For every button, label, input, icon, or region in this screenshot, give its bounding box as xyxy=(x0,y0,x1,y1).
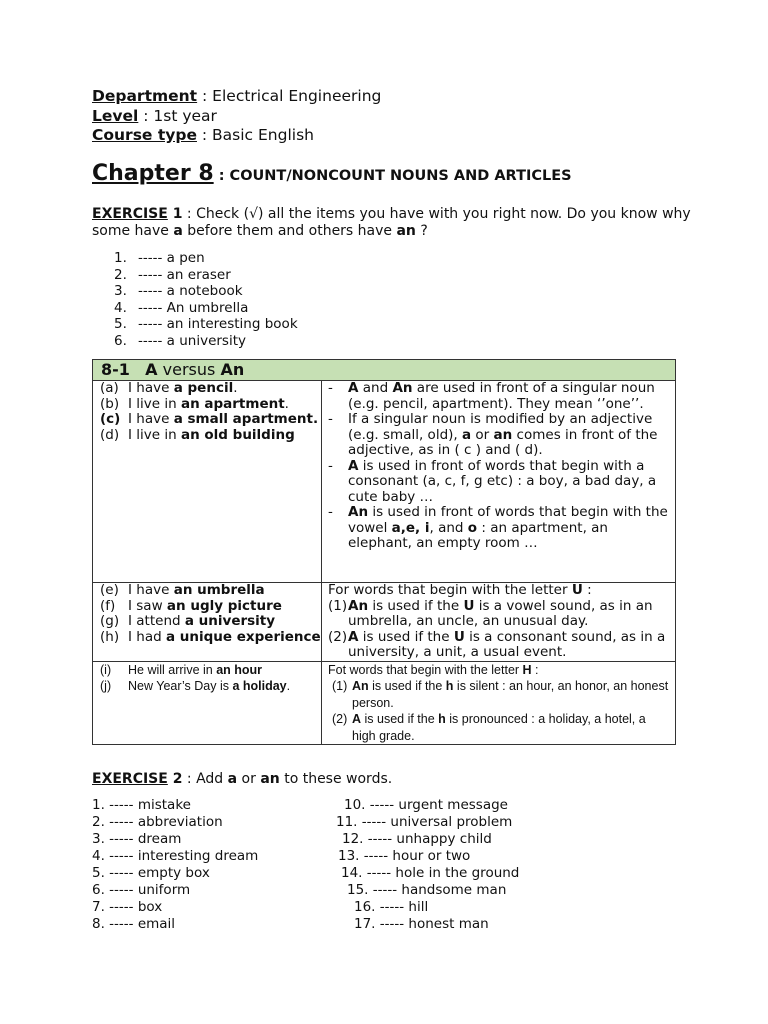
example-label: (e) xyxy=(100,582,119,598)
example-post: . xyxy=(233,380,238,396)
exercise-2-text-c: to these words. xyxy=(279,771,393,787)
rule-text: : xyxy=(531,662,539,677)
rule-bold: h xyxy=(438,712,446,726)
rule-h-intro xyxy=(322,662,675,679)
chapter-heading xyxy=(92,161,572,186)
example-label: (i) xyxy=(100,662,112,677)
row-2-examples xyxy=(93,583,322,662)
rule-text: is used in front of words that begin with a consonant (a, c, f, g etc) : a boy, a bad day, a cute baby … xyxy=(348,457,657,505)
list-item: 2. ----- abbreviation xyxy=(92,814,223,830)
example-label: (f) xyxy=(100,597,116,614)
exercise-1-text-a: : Check (√) all the items you have with you right now. Do you know why some have xyxy=(92,206,691,239)
rule-bold: U xyxy=(453,628,465,645)
department-line xyxy=(92,86,381,106)
grammar-table-8-1 xyxy=(92,359,676,745)
rule-u-2 xyxy=(322,630,675,661)
list-item: 12. ----- unhappy child xyxy=(342,831,492,847)
rule-4: - An is used in front of words that begin with the vowel a,e, i, and o : an apartment, an elephant, an empty room … xyxy=(328,504,668,551)
list-item: 16. ----- hill xyxy=(354,899,429,915)
list-item: 13. ----- hour or two xyxy=(338,848,471,864)
list-item: 8. ----- email xyxy=(92,916,176,932)
exercise-1-text-b: before them and others have xyxy=(182,223,397,239)
rule-text: is used in front of words that begin with the vowel xyxy=(348,504,668,536)
example-bold: a pencil xyxy=(173,380,234,396)
table-header xyxy=(93,360,676,381)
item-number: 4. xyxy=(114,299,127,316)
example-text: I attend xyxy=(128,613,185,629)
rule-text: , and xyxy=(429,519,468,536)
example-e xyxy=(93,583,321,599)
item-text: ----- an eraser xyxy=(138,266,231,283)
header-an: An xyxy=(220,360,245,379)
rule-text: : xyxy=(582,582,592,598)
rule-label: (2) xyxy=(332,712,348,726)
rule-bold: U xyxy=(463,597,475,614)
rule-text: For words that begin with the letter xyxy=(328,582,572,598)
example-bold: a unique experience xyxy=(165,628,321,645)
list-item: 17. ----- honest man xyxy=(354,916,489,932)
list-item xyxy=(114,283,298,300)
example-j xyxy=(93,678,321,695)
example-label: (b) xyxy=(100,395,120,412)
exercise-2-label: EXERCISE xyxy=(92,771,168,787)
example-label: (a) xyxy=(100,380,119,396)
rule-bold: H xyxy=(522,662,532,677)
example-label: (c) xyxy=(100,411,121,427)
exercise-1-instructions xyxy=(92,206,692,240)
rule-text: is a consonant sound, as in a university, a unit, a usual event. xyxy=(348,628,666,660)
item-number: 2. xyxy=(114,266,127,283)
item-text: ----- a notebook xyxy=(138,283,243,299)
example-bold: an umbrella xyxy=(173,582,265,598)
exercise-2-text-a: : Add xyxy=(182,771,228,787)
list-item xyxy=(114,300,298,317)
exercise-2-instructions xyxy=(92,771,692,788)
example-text: I had xyxy=(128,628,166,645)
example-text: I have xyxy=(128,582,174,598)
section-number: 8-1 xyxy=(101,360,130,379)
example-label: (d) xyxy=(100,426,120,443)
exercise-2-right-list xyxy=(336,797,519,933)
exercise-1-an-word: an xyxy=(396,223,416,239)
chapter-subtitle: : COUNT/NONCOUNT NOUNS AND ARTICLES xyxy=(213,168,572,184)
rule-text: is silent : an hour, an honor, an honest person. xyxy=(352,679,669,710)
item-number: 6. xyxy=(114,332,127,349)
list-item xyxy=(114,267,298,284)
rule-3: - A is used in front of words that begin with a consonant (a, c, f, g etc) : a boy, a bad day, a cute baby … xyxy=(328,457,657,505)
header-versus: versus xyxy=(157,360,221,379)
example-f xyxy=(93,599,321,615)
header-a: A xyxy=(145,360,158,379)
rule-text: is used if the xyxy=(358,628,454,645)
item-number: 5. xyxy=(114,316,127,332)
rule-text: Fot words that begin with the letter xyxy=(328,662,523,677)
rule-bold: o xyxy=(467,519,478,536)
example-bold: an hour xyxy=(216,662,263,677)
example-text: I have xyxy=(128,380,174,396)
list-item xyxy=(114,316,298,333)
rule-text: is used if the xyxy=(368,597,464,614)
rule-text: or xyxy=(471,426,494,443)
example-bold: a holiday xyxy=(232,679,287,693)
exercise-2-number: 2 xyxy=(167,771,183,787)
item-number: 1. xyxy=(114,250,127,266)
level-label: Level xyxy=(92,107,139,125)
rule-h-2 xyxy=(322,711,675,744)
exercise-2-a-word: a xyxy=(227,771,238,787)
list-item xyxy=(114,250,298,267)
rule-bold: h xyxy=(445,679,454,693)
exercise-1-text-c: ? xyxy=(415,223,428,239)
example-bold: an old building xyxy=(180,426,295,443)
example-text: I saw xyxy=(128,597,167,614)
rule-u-intro xyxy=(322,583,675,599)
row-2-rules xyxy=(322,583,676,662)
course-type-value: : Basic English xyxy=(196,126,314,144)
item-text: ----- an interesting book xyxy=(138,316,298,332)
example-bold: a small apartment. xyxy=(173,411,319,427)
level-value: : 1st year xyxy=(138,107,217,125)
example-b xyxy=(93,397,321,413)
list-item: 4. ----- interesting dream xyxy=(92,848,259,864)
list-item: 14. ----- hole in the ground xyxy=(341,865,520,881)
rule-bold: A xyxy=(348,380,359,396)
item-text: ----- a pen xyxy=(138,250,205,266)
example-label: (g) xyxy=(100,613,120,629)
rule-u-1 xyxy=(322,599,675,630)
rule-bold: A xyxy=(348,628,359,645)
department-label: Department xyxy=(92,87,198,105)
item-number: 3. xyxy=(114,283,127,299)
rule-h-1 xyxy=(322,678,675,711)
example-label: (h) xyxy=(100,628,120,645)
list-item: 5. ----- empty box xyxy=(92,865,210,881)
list-item xyxy=(114,333,298,350)
list-item: 1. ----- mistake xyxy=(92,797,191,813)
course-type-label: Course type xyxy=(92,126,197,144)
rule-bold: an xyxy=(493,426,513,443)
rule-bold: A xyxy=(352,712,362,726)
rule-bold: An xyxy=(348,504,369,520)
department-value: : Electrical Engineering xyxy=(197,87,382,105)
item-text: ----- a university xyxy=(138,332,246,349)
list-item: 3. ----- dream xyxy=(92,831,182,847)
rule-text: is used if the xyxy=(361,712,439,726)
example-text: New Year’s Day is xyxy=(128,679,233,693)
exercise-2-left-list xyxy=(92,797,258,933)
rule-text: is pronounced : a holiday, a hotel, a high grade. xyxy=(352,712,646,743)
row-3-rules xyxy=(322,661,676,745)
rule-bold: U xyxy=(571,582,583,598)
list-item: 6. ----- uniform xyxy=(92,882,191,898)
example-post: . xyxy=(284,395,289,412)
example-post: . xyxy=(286,679,291,693)
rule-text: : an apartment, an elephant, an empty room … xyxy=(348,519,608,551)
row-3-examples xyxy=(93,661,322,745)
example-text: I live in xyxy=(128,426,181,443)
exercise-2-an-word: an xyxy=(260,771,280,787)
rule-2: - If a singular noun is modified by an adjective (e.g. small, old), a or an comes in front of the adjective, as in ( c ) and ( d). xyxy=(328,411,658,458)
rule-1: - A and An are used in front of a singular noun (e.g. pencil, apartment). They mean ‘’one’’. xyxy=(328,380,655,412)
chapter-title: Chapter 8 xyxy=(92,161,214,186)
rule-bold: a xyxy=(462,426,472,443)
rule-bold: a,e, i xyxy=(391,519,430,536)
rule-label: (1) xyxy=(332,679,348,693)
example-label: (j) xyxy=(100,679,112,693)
list-item: 10. ----- urgent message xyxy=(344,797,508,813)
rule-bold: An xyxy=(392,380,413,396)
rule-bold: A xyxy=(348,457,359,474)
exercise-1-label: EXERCISE xyxy=(92,206,168,222)
list-item: 11. ----- universal problem xyxy=(336,814,513,830)
example-text: He will arrive in xyxy=(128,662,217,677)
example-i xyxy=(93,662,321,679)
example-text: I live in xyxy=(128,395,181,412)
list-item: 15. ----- handsome man xyxy=(347,882,507,898)
rule-text: is a vowel sound, as in an umbrella, an uncle, an unusual day. xyxy=(348,597,653,629)
exercise-2-text-b: or xyxy=(237,771,261,787)
exercise-1-list xyxy=(114,250,298,349)
rule-label: (1) xyxy=(328,597,348,614)
list-item: 7. ----- box xyxy=(92,899,163,915)
example-bold: a university xyxy=(184,613,276,629)
example-a xyxy=(93,381,321,397)
rule-text: and xyxy=(358,380,393,396)
example-c xyxy=(93,412,321,428)
example-h xyxy=(93,630,321,646)
rule-bold: An xyxy=(348,597,369,614)
row-1-rules xyxy=(322,381,676,583)
level-line xyxy=(92,106,217,126)
example-d xyxy=(93,428,321,444)
course-type-line xyxy=(92,125,314,145)
rule-bold: An xyxy=(352,679,369,693)
exercise-1-a-word: a xyxy=(173,223,183,239)
rule-text: are used in front of a singular noun (e.g. pencil, apartment). They mean ‘’one’’. xyxy=(348,380,655,412)
example-bold: an apartment xyxy=(180,395,285,412)
exercise-1-number: 1 xyxy=(167,206,183,222)
rule-text: If a singular noun is modified by an adjective (e.g. small, old), xyxy=(348,411,653,443)
row-1-examples xyxy=(93,381,322,583)
example-g xyxy=(93,614,321,630)
rule-text: comes in front of the adjective, as in ( c ) and ( d). xyxy=(348,426,658,458)
example-bold: an ugly picture xyxy=(166,597,282,614)
example-text: I have xyxy=(128,411,174,427)
rule-label: (2) xyxy=(328,628,348,645)
rule-text: is used if the xyxy=(368,679,446,693)
item-text: ----- An umbrella xyxy=(138,299,249,316)
